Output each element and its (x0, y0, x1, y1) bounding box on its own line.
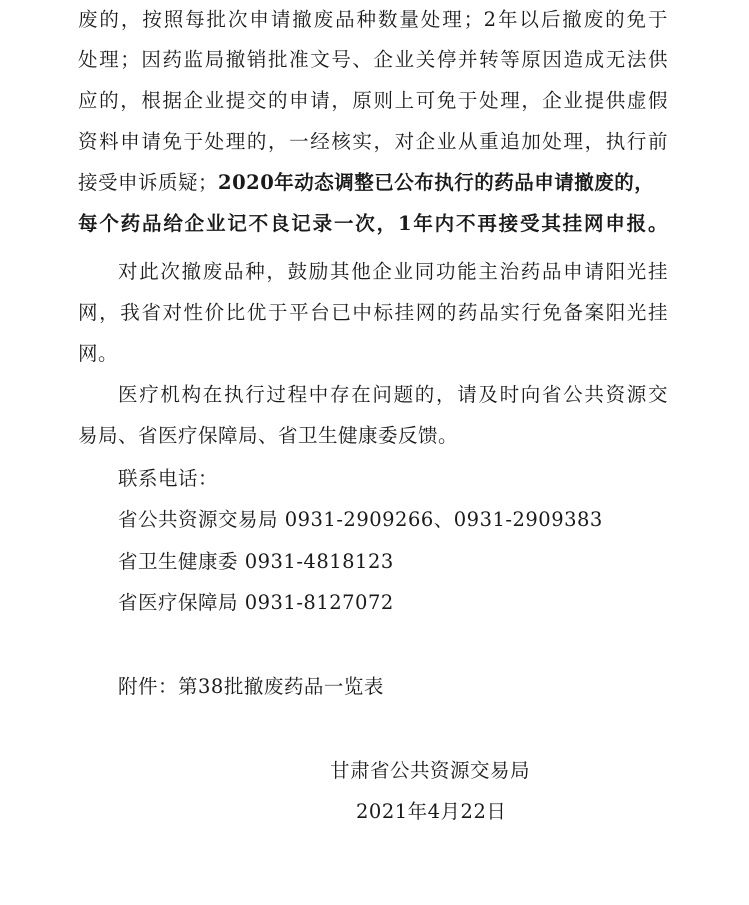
paragraph-line-mixed (78, 171, 668, 195)
paragraph-line: 网。 (78, 342, 119, 365)
attachment-note: 附件：第38批撤废药品一览表 (118, 675, 384, 698)
contact-item: 省公共资源交易局 0931-2909266、0931-2909383 (118, 508, 603, 531)
paragraph-line: 废的，按照每批次申请撤废品种数量处理；2年以后撤废的免于 (78, 8, 668, 31)
bold-emphasis-text: 2020年动态调整已公布执行的药品申请撤废的， (218, 171, 655, 194)
signature-date: 2021年4月22日 (356, 800, 507, 823)
bold-emphasis-line: 每个药品给企业记不良记录一次，1年内不再接受其挂网申报。 (78, 212, 668, 235)
contact-item: 省卫生健康委 0931-4818123 (118, 550, 394, 573)
paragraph-line: 网，我省对性价比优于平台已中标挂网的药品实行免备案阳光挂 (78, 301, 668, 324)
paragraph-line: 易局、省医疗保障局、省卫生健康委反馈。 (78, 424, 459, 447)
paragraph-line: 资料申请免于处理的，一经核实，对企业从重追加处理，执行前 (78, 130, 668, 153)
paragraph-line: 对此次撤废品种，鼓励其他企业同功能主治药品申请阳光挂 (118, 260, 668, 283)
paragraph-text: 接受申诉质疑； (78, 171, 219, 194)
paragraph-line: 处理；因药监局撤销批准文号、企业关停并转等原因造成无法供 (78, 48, 668, 71)
paragraph-line: 应的，根据企业提交的申请，原则上可免于处理，企业提供虚假 (78, 89, 668, 112)
paragraph-line: 医疗机构在执行过程中存在问题的，请及时向省公共资源交 (118, 383, 668, 406)
contacts-heading: 联系电话： (118, 467, 219, 490)
signature-org: 甘肃省公共资源交易局 (330, 759, 531, 782)
contact-item: 省医疗保障局 0931-8127072 (118, 591, 394, 614)
